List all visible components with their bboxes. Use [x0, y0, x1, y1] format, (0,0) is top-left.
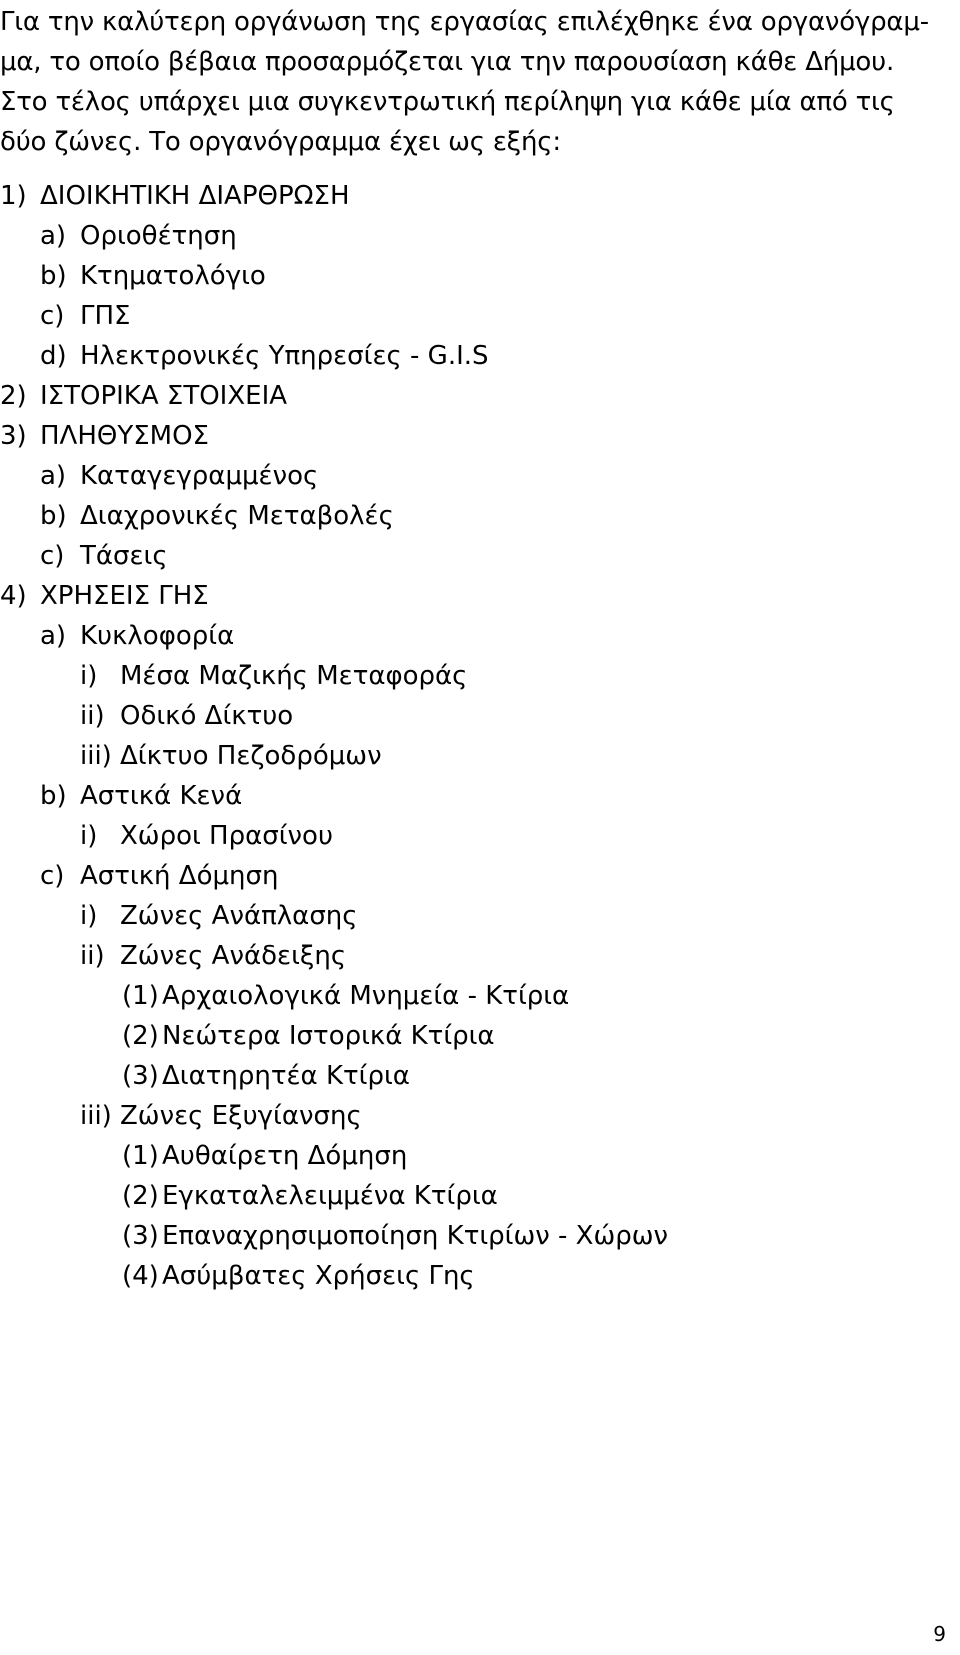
- outline-item: [40, 456, 318, 496]
- outline-label: ΔΙΟΙΚΗΤΙΚΗ ΔΙΑΡΘΡΩΣΗ: [40, 181, 350, 211]
- outline-marker: 2): [0, 381, 27, 411]
- outline-label: Μέσα Μαζικής Μεταφοράς: [120, 661, 468, 691]
- outline-label: Κτηματολόγιο: [80, 261, 266, 291]
- outline-label: ΙΣΤΟΡΙΚΑ ΣΤΟΙΧΕΙΑ: [40, 381, 288, 411]
- outline-item: [40, 336, 489, 376]
- outline-label: Ασύμβατες Χρήσεις Γης: [162, 1261, 475, 1291]
- outline-label: Οδικό Δίκτυο: [120, 701, 294, 731]
- outline-marker: c): [40, 861, 65, 891]
- outline-item: [122, 1056, 410, 1096]
- outline-marker: iii): [80, 1101, 112, 1131]
- outline-marker: i): [80, 661, 98, 691]
- outline-marker: ii): [80, 941, 105, 971]
- outline-label: Διαχρονικές Μεταβολές: [80, 501, 394, 531]
- outline-item: [40, 536, 168, 576]
- outline-marker: (1): [122, 981, 159, 1011]
- outline-label: Εγκαταλελειμμένα Κτίρια: [162, 1181, 498, 1211]
- outline-marker: b): [40, 261, 67, 291]
- outline-item: [40, 216, 237, 256]
- outline-marker: i): [80, 821, 98, 851]
- outline-marker: (2): [122, 1021, 159, 1051]
- outline-marker: iii): [80, 741, 112, 771]
- outline-item: [80, 656, 467, 696]
- outline-marker: i): [80, 901, 98, 931]
- outline-label: Δίκτυο Πεζοδρόμων: [120, 741, 382, 771]
- outline-item: [122, 1016, 495, 1056]
- intro-line: μα, το οποίο βέβαια προσαρμόζεται για την παρουσίαση κάθε Δήμου.: [0, 47, 895, 77]
- page-number: 9: [933, 1622, 946, 1646]
- outline-marker: (4): [122, 1261, 159, 1291]
- outline-label: Ηλεκτρονικές Υπηρεσίες - G.I.S: [80, 341, 489, 371]
- outline-label: Τάσεις: [80, 541, 168, 571]
- outline-item: [0, 376, 287, 416]
- outline-item: [122, 1256, 475, 1296]
- outline-item: [80, 936, 346, 976]
- intro-line: Για την καλύτερη οργάνωση της εργασίας επιλέχθηκε ένα οργανόγραμ-: [0, 7, 929, 37]
- outline-marker: (3): [122, 1221, 159, 1251]
- outline-item: [40, 856, 278, 896]
- intro-paragraph: [0, 2, 960, 162]
- outline-item: [122, 976, 569, 1016]
- outline-label: Αστικά Κενά: [80, 781, 243, 811]
- outline-label: Ζώνες Εξυγίανσης: [120, 1101, 362, 1131]
- outline-item: [0, 576, 209, 616]
- outline-item: [40, 776, 242, 816]
- outline-marker: 4): [0, 581, 27, 611]
- outline-item: [0, 176, 350, 216]
- outline-label: Διατηρητέα Κτίρια: [162, 1061, 410, 1091]
- outline-label: Αστική Δόμηση: [80, 861, 279, 891]
- outline-marker: d): [40, 341, 67, 371]
- outline-marker: (1): [122, 1141, 159, 1171]
- intro-line: Στο τέλος υπάρχει μια συγκεντρωτική περίληψη για κάθε μία από τις: [0, 87, 895, 117]
- outline-item: [80, 736, 382, 776]
- outline-item: [0, 416, 209, 456]
- outline-marker: (2): [122, 1181, 159, 1211]
- outline-label: Οριοθέτηση: [80, 221, 237, 251]
- outline-item: [122, 1176, 498, 1216]
- outline-item: [80, 696, 293, 736]
- outline-marker: b): [40, 501, 67, 531]
- outline-marker: c): [40, 301, 65, 331]
- outline-label: Επαναχρησιμοποίηση Κτιρίων - Χώρων: [162, 1221, 669, 1251]
- outline-marker: ii): [80, 701, 105, 731]
- outline-item: [40, 616, 234, 656]
- outline-item: [122, 1216, 668, 1256]
- outline-label: Αυθαίρετη Δόμηση: [162, 1141, 408, 1171]
- outline-label: Χώροι Πρασίνου: [120, 821, 334, 851]
- outline-label: Ζώνες Ανάδειξης: [120, 941, 347, 971]
- outline-marker: c): [40, 541, 65, 571]
- outline-label: ΧΡΗΣΕΙΣ ΓΗΣ: [40, 581, 209, 611]
- outline-item: [80, 816, 333, 856]
- outline-marker: a): [40, 221, 67, 251]
- outline-label: Καταγεγραμμένος: [80, 461, 319, 491]
- outline-label: Ζώνες Ανάπλασης: [120, 901, 358, 931]
- outline-marker: 3): [0, 421, 27, 451]
- outline-item: [40, 296, 130, 336]
- outline-marker: a): [40, 621, 67, 651]
- intro-line: δύο ζώνες. Το οργανόγραμμα έχει ως εξής:: [0, 127, 561, 157]
- outline-marker: 1): [0, 181, 27, 211]
- outline-item: [122, 1136, 407, 1176]
- outline-marker: a): [40, 461, 67, 491]
- outline-item: [40, 496, 394, 536]
- outline-label: Αρχαιολογικά Μνημεία - Κτίρια: [162, 981, 570, 1011]
- outline-label: Κυκλοφορία: [80, 621, 235, 651]
- outline-item: [80, 1096, 362, 1136]
- outline-marker: (3): [122, 1061, 159, 1091]
- outline-label: ΠΛΗΘΥΣΜΟΣ: [40, 421, 209, 451]
- outline-item: [80, 896, 358, 936]
- outline-item: [40, 256, 266, 296]
- outline-label: Νεώτερα Ιστορικά Κτίρια: [162, 1021, 495, 1051]
- outline-label: ΓΠΣ: [80, 301, 131, 331]
- outline-marker: b): [40, 781, 67, 811]
